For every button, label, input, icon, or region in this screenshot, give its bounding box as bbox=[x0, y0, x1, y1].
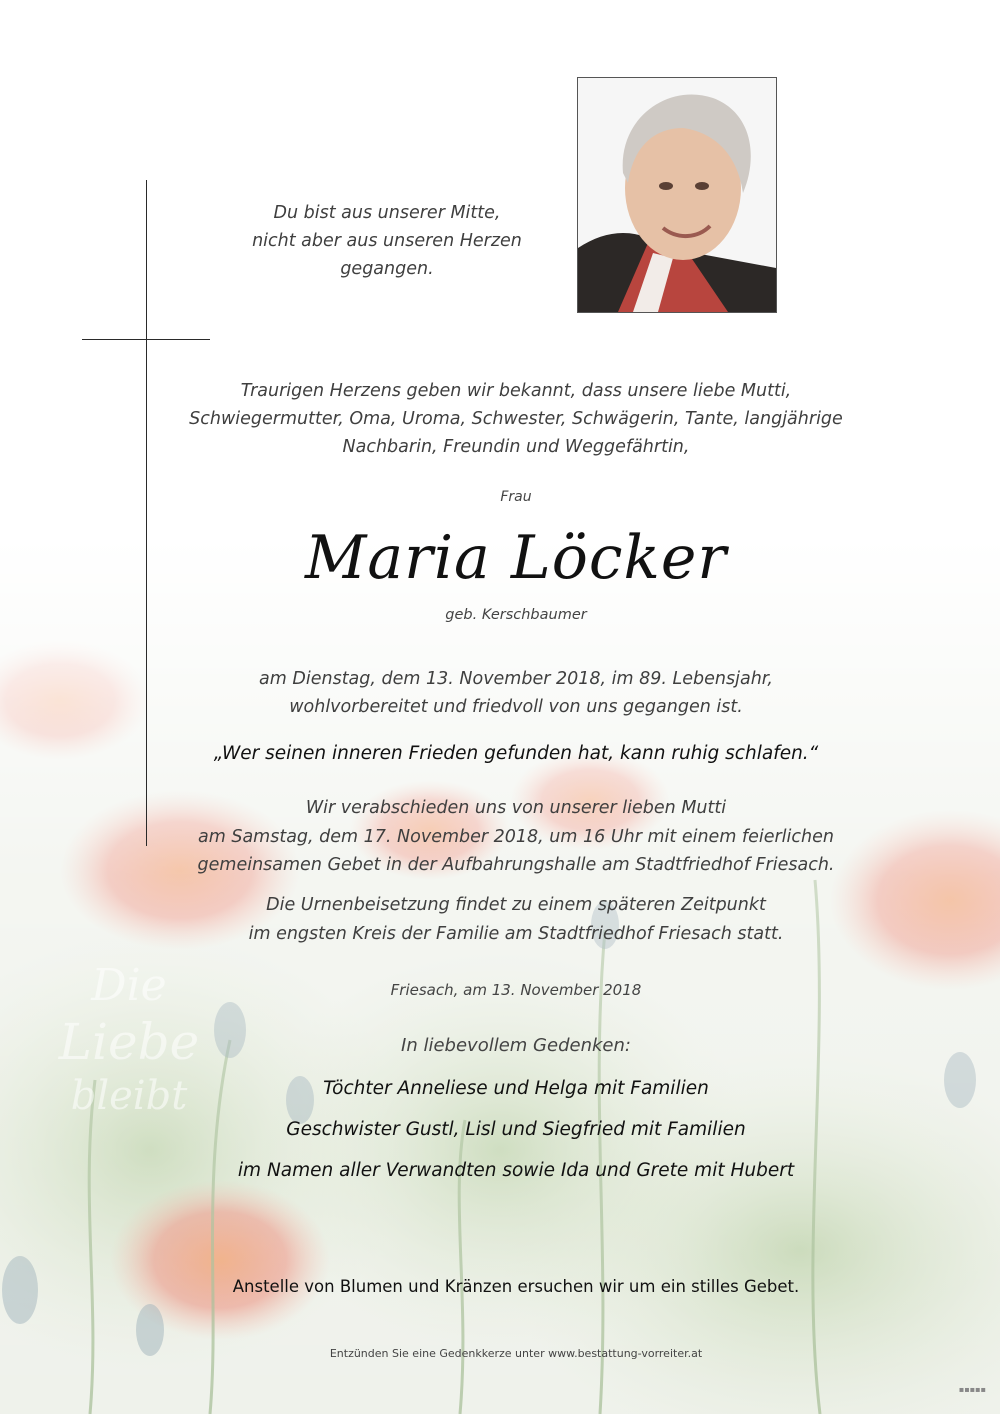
honorific: Frau bbox=[500, 489, 532, 505]
announcement-text: Traurigen Herzens geben wir bekannt, dass unsere liebe Mutti, Schwiegermutter, Oma, Uroma, Schwester, Schwägerin, Tante, langjährige Nachbarin, Freundin und Weggefährtin, bbox=[189, 381, 843, 457]
maiden-name: geb. Kerschbaumer bbox=[445, 607, 587, 623]
portrait-photo bbox=[577, 77, 777, 313]
opening-verse: Du bist aus unserer Mitte, nicht aber aus unseren Herzen gegangen. bbox=[252, 203, 522, 279]
cross-horizontal-bar bbox=[82, 339, 210, 340]
family-line: Töchter Anneliese und Helga mit Familien bbox=[323, 1078, 709, 1099]
urn-burial-text: Die Urnenbeisetzung findet zu einem späteren Zeitpunkt im engsten Kreis der Familie am Stadtfriedhof Friesach statt. bbox=[248, 895, 784, 944]
family-line: Geschwister Gustl, Lisl und Siegfried mit Familien bbox=[286, 1119, 746, 1140]
memory-heading: In liebevollem Gedenken: bbox=[401, 1035, 631, 1056]
farewell-ceremony-text: Wir verabschieden uns von unserer lieben Mutti am Samstag, dem 17. November 2018, um 16 Uhr mit einem feierlichen gemeinsamen Gebet in der Aufbahrungshalle am Stadtfriedhof Friesach. bbox=[197, 798, 835, 875]
memorial-quote: „Wer seinen inneren Frieden gefunden hat, kann ruhig schlafen.“ bbox=[213, 743, 819, 764]
prayer-request: Anstelle von Blumen und Kränzen ersuchen wir um ein stilles Gebet. bbox=[232, 1277, 800, 1296]
death-date-text: am Dienstag, dem 13. November 2018, im 89. Lebensjahr, wohlvorbereitet und friedvoll von uns gegangen ist. bbox=[259, 669, 773, 717]
watermark-text: Die Liebe bleibt bbox=[58, 960, 200, 1119]
family-line: im Namen aller Verwandten sowie Ida und Grete mit Hubert bbox=[237, 1160, 795, 1181]
deceased-name: Maria Löcker bbox=[304, 523, 728, 593]
print-code-mark: ▪▪▪▪▪ bbox=[958, 1385, 986, 1394]
candle-website-footer: Entzünden Sie eine Gedenkkerze unter www.bestattung-vorreiter.at bbox=[329, 1347, 703, 1360]
place-and-date: Friesach, am 13. November 2018 bbox=[390, 981, 642, 999]
